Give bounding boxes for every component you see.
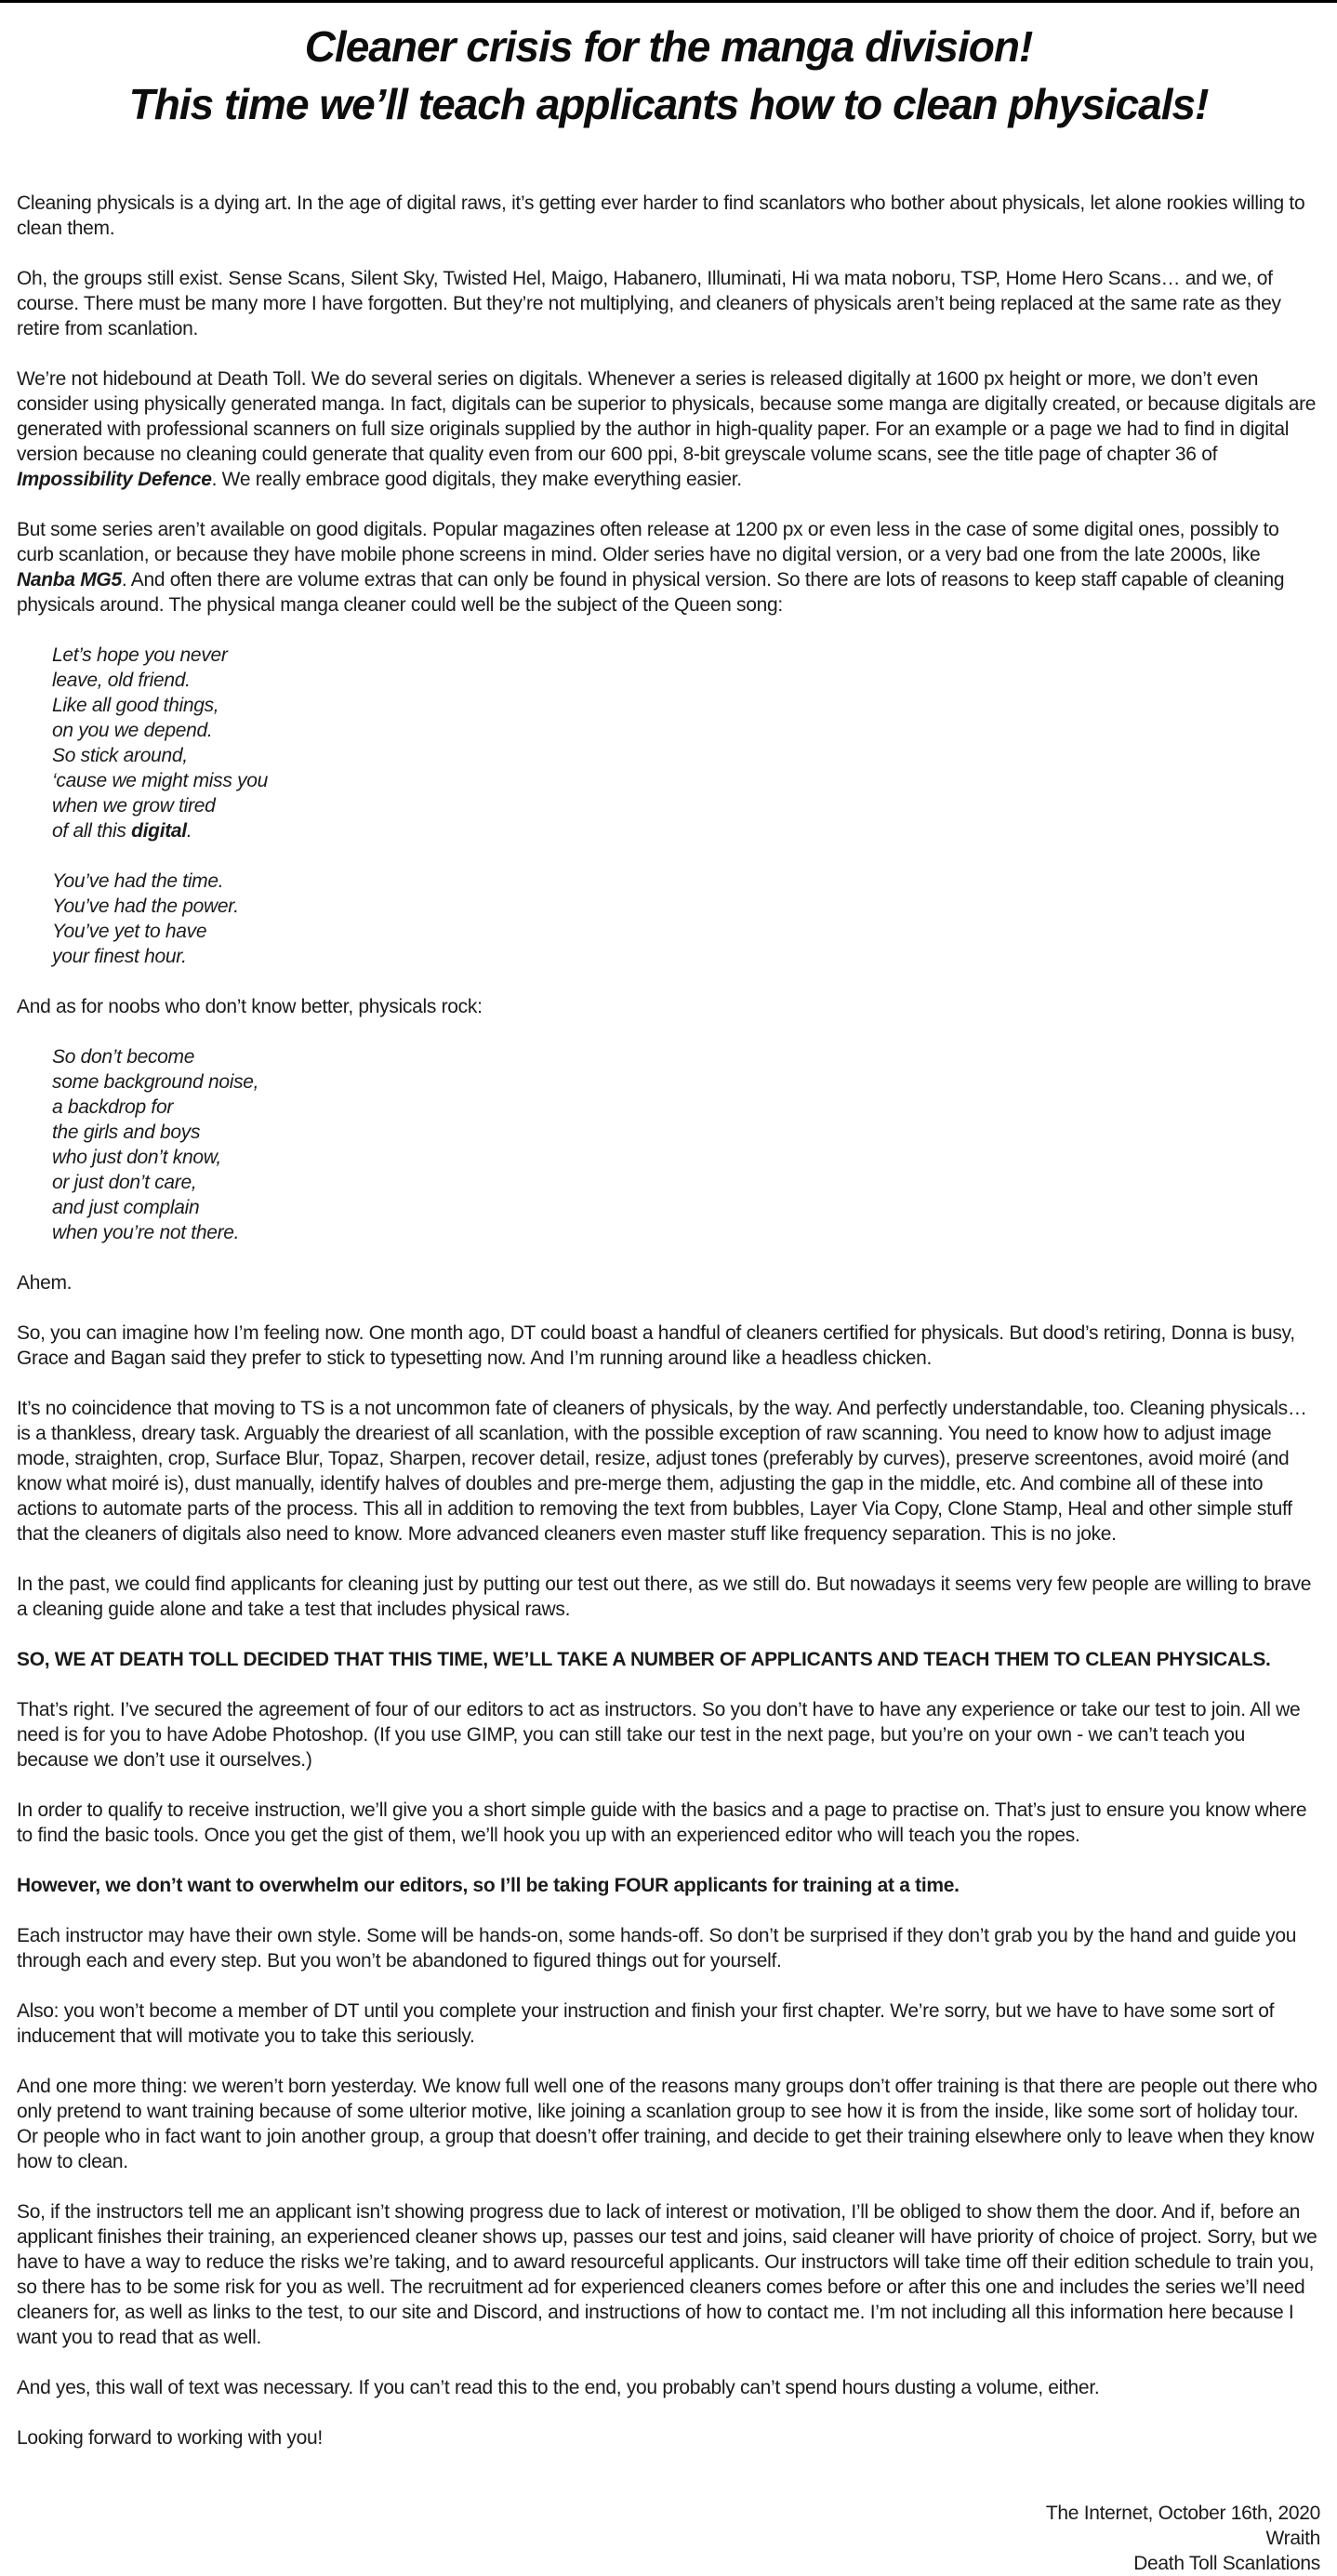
paragraph	[17, 1923, 1320, 1973]
verse-line	[52, 1195, 1320, 1220]
verse-line	[52, 643, 1320, 668]
paragraph	[17, 2074, 1320, 2174]
text-run: Impossibility Defence	[17, 469, 212, 490]
text-run: That’s right. I’ve secured the agreement of four of our editors to act as instructors. So you don’t have to have any experience or take our test to join. All we need is for you to have Adobe Photoshop. (If you use GIMP, you can still take our test in the next page, but you’re on your own - we can’t teach you because we don’t use it ourselves.)	[17, 1699, 1301, 1771]
text-run: So, if the instructors tell me an applicant isn’t showing progress due to lack of interest or motivation, I’ll be obliged to show them the door. And if, before an applicant finishes their training, an experienced cleaner shows up, passes our test and joins, said cleaner will have priority of choice of project. Sorry, but we have to have a way to reduce the risks we’re taking, and to award resourceful applicants. Our instructors will take time off their edition schedule to train you, so there has to be some risk for you as well. The recruitment ad for experienced cleaners comes before or after this one and includes the series we’ll need cleaners for, as well as links to the test, to our site and Discord, and instructions of how to contact me. I’m not including all this information here because I want you to read that as well.	[17, 2201, 1317, 2348]
paragraph	[17, 1270, 1320, 1295]
paragraph	[17, 1798, 1320, 1848]
title-line-1: Cleaner crisis for the manga division!	[304, 22, 1033, 71]
paragraph	[17, 2375, 1320, 2400]
text-run: You’ve had the time.	[52, 870, 224, 892]
verse-line	[52, 1220, 1320, 1245]
text-run: Also: you won’t become a member of DT until you complete your instruction and finish your first chapter. We’re sorry, but we have to have some sort of inducement that will motivate you to take this seriously.	[17, 2000, 1275, 2047]
paragraph	[17, 1572, 1320, 1622]
verse-line	[52, 1145, 1320, 1170]
text-run: when you’re not there.	[52, 1222, 240, 1243]
verse-line	[52, 768, 1320, 793]
text-run: some background noise,	[52, 1071, 259, 1093]
text-run: Ahem.	[17, 1272, 73, 1294]
paragraph	[17, 1321, 1320, 1371]
text-run: and just complain	[52, 1197, 200, 1218]
verse-line	[52, 944, 1320, 969]
page-title	[9, 18, 1328, 133]
verse-line	[52, 818, 1320, 843]
text-run: However, we don’t want to overwhelm our editors, so I’ll be taking FOUR applicants for training at a time.	[17, 1875, 960, 1896]
text-run: SO, WE AT DEATH TOLL DECIDED THAT THIS TIME, WE’LL TAKE A NUMBER OF APPLICANTS AND TEACH THEM TO CLEAN PHYSICALS.	[17, 1649, 1271, 1670]
text-run: . We really embrace good digitals, they make everything easier.	[211, 469, 742, 490]
text-run: In the past, we could find applicants for cleaning just by putting our test out there, as we still do. But nowadays it seems very few people are willing to brave a cleaning guide alone and take a test that includes physical raws.	[17, 1573, 1312, 1620]
paragraph	[17, 191, 1320, 241]
verse-line	[52, 894, 1320, 919]
text-run: Each instructor may have their own style. Some will be hands-on, some hands-off. So don’t be surprised if they don’t grab you by the hand and guide you through each and every step. But you won’t be abandoned to figured things out for yourself.	[17, 1925, 1297, 1972]
text-run: And as for noobs who don’t know better, physicals rock:	[17, 996, 483, 1017]
text-run: But some series aren’t available on good digitals. Popular magazines often release at 1200 px or even less in the case of some digital ones, possibly to curb scanlation, or because they have mobile phone screens in mind. Older series have no digital version, or a very bad one from the late 2000s, like	[17, 519, 1279, 565]
text-run: of all this	[52, 820, 132, 842]
verse-line	[52, 1069, 1320, 1095]
text-run: Cleaning physicals is a dying art. In the age of digital raws, it’s getting ever harder to find scanlators who bother about physicals, let alone rookies willing to clean them.	[17, 193, 1305, 239]
text-run: And one more thing: we weren’t born yesterday. We know full well one of the reasons many groups don’t offer training is that there are people out there who only pretend to want training because of some ulterior motive, like joining a scanlation group to see how it is from the inside, like some sort of holiday tour. Or people who in fact want to join another group, a group that doesn’t offer training, and decide to get their training elsewhere only to leave when they know how to clean.	[17, 2076, 1317, 2172]
text-run: a backdrop for	[52, 1096, 174, 1118]
text-run: So stick around,	[52, 745, 188, 766]
text-run: Let’s hope you never	[52, 644, 228, 666]
verse-block	[52, 1044, 1320, 1245]
signature-line-place-date: The Internet, October 16th, 2020	[1045, 2503, 1320, 2524]
signature-line-author: Wraith	[1265, 2528, 1320, 2549]
paragraph	[17, 994, 1320, 1019]
text-run: who just don’t know,	[52, 1147, 221, 1168]
text-run: your finest hour.	[52, 946, 187, 967]
text-run: Looking forward to working with you!	[17, 2427, 323, 2449]
title-line-2: This time we’ll teach applicants how to clean physicals!	[128, 80, 1209, 128]
verse-block	[52, 643, 1320, 843]
text-run: We’re not hidebound at Death Toll. We do several series on digitals. Whenever a series is released digitally at 1600 px height or more, we don’t even consider using physically generated manga. In fact, digitals can be superior to physicals, because some manga are digitally created, or because digitals are generated with professional scanners on full size originals supplied by the author in high-quality paper. For an example or a page we had to find in digital version because no cleaning could generate that quality even from our 600 ppi, 8-bit greyscale volume scans, see the title page of chapter 36 of	[17, 368, 1317, 465]
text-run: when we grow tired	[52, 795, 216, 817]
text-run: In order to qualify to receive instruction, we’ll give you a short simple guide with the basics and a page to practise on. That’s just to ensure you know where to find the basic tools. Once you get the gist of them, we’ll hook you up with an experienced editor who will teach you the ropes.	[17, 1799, 1307, 1846]
text-run: And yes, this wall of text was necessary. If you can’t read this to the end, you probably can’t spend hours dusting a volume, either.	[17, 2377, 1100, 2398]
text-run: .	[186, 820, 192, 842]
paragraph	[17, 1396, 1320, 1547]
verse-line	[52, 793, 1320, 818]
paragraph	[17, 2199, 1320, 2350]
signature-line-group: Death Toll Scanlations	[1133, 2553, 1320, 2574]
paragraph-bold	[17, 1647, 1320, 1672]
text-run: . And often there are volume extras that can only be found in physical version. So there are lots of reasons to keep staff capable of cleaning physicals around. The physical manga cleaner could well be the subject of the Queen song:	[17, 569, 1285, 616]
text-run: leave, old friend.	[52, 670, 191, 691]
text-run: So, you can imagine how I’m feeling now. One month ago, DT could boast a handful of cleaners certified for physicals. But dood’s retiring, Donna is busy, Grace and Bagan said they prefer to stick to typesetting now. And I’m running around like a headless chicken.	[17, 1322, 1295, 1369]
text-run: digital	[131, 820, 187, 842]
verse-line	[52, 869, 1320, 894]
verse-line	[52, 919, 1320, 944]
text-run: Nanba MG5	[17, 569, 122, 591]
text-run: Oh, the groups still exist. Sense Scans, Silent Sky, Twisted Hel, Maigo, Habanero, Illuminati, Hi wa mata noboru, TSP, Home Hero Scans… and we, of course. There must be many more I have forgotten. But they’re not multiplying, and cleaners of physicals aren’t being replaced at the same rate as they retire from scanlation.	[17, 268, 1281, 339]
text-run: You’ve had the power.	[52, 896, 239, 917]
text-run: ‘cause we might miss you	[52, 770, 269, 791]
verse-line	[52, 1044, 1320, 1069]
verse-line	[52, 743, 1320, 768]
paragraph	[17, 366, 1320, 492]
signature-block	[0, 2501, 1337, 2576]
verse-line	[52, 693, 1320, 718]
document-body	[0, 191, 1337, 2450]
paragraph	[17, 2425, 1320, 2450]
text-run: or just don’t care,	[52, 1172, 197, 1193]
paragraph-bold	[17, 1873, 1320, 1898]
verse-line	[52, 1120, 1320, 1145]
text-run: You’ve yet to have	[52, 921, 207, 942]
paragraph	[17, 1697, 1320, 1773]
verse-line	[52, 718, 1320, 743]
verse-line	[52, 1170, 1320, 1195]
verse-line	[52, 668, 1320, 693]
verse-block	[52, 869, 1320, 969]
text-run: on you we depend.	[52, 720, 213, 741]
text-run: It’s no coincidence that moving to TS is a not uncommon fate of cleaners of physicals, by the way. And perfectly understandable, too. Cleaning physicals… is a thankless, dreary task. Arguably the dreariest of all scanlation, with the possible exception of raw scanning. You need to know how to adjust image mode, straighten, crop, Surface Blur, Topaz, Sharpen, recover detail, resize, adjust tones (preferably by curves), preserve screentones, avoid moiré (and know what moiré is), dust manually, identify halves of doubles and pre-merge them, adjusting the gap in the middle, etc. And combine all of these into actions to automate parts of the process. This all in addition to removing the text from bubbles, Layer Via Copy, Clone Stamp, Heal and other simple stuff that the cleaners of digitals also need to know. More advanced cleaners even master stuff like frequency separation. This is no joke.	[17, 1398, 1307, 1545]
text-run: Like all good things,	[52, 695, 219, 716]
verse-line	[52, 1095, 1320, 1120]
paragraph	[17, 266, 1320, 341]
text-run: So don’t become	[52, 1046, 195, 1068]
text-run: the girls and boys	[52, 1122, 201, 1143]
paragraph	[17, 1998, 1320, 2049]
paragraph	[17, 517, 1320, 617]
top-border	[0, 0, 1337, 3]
